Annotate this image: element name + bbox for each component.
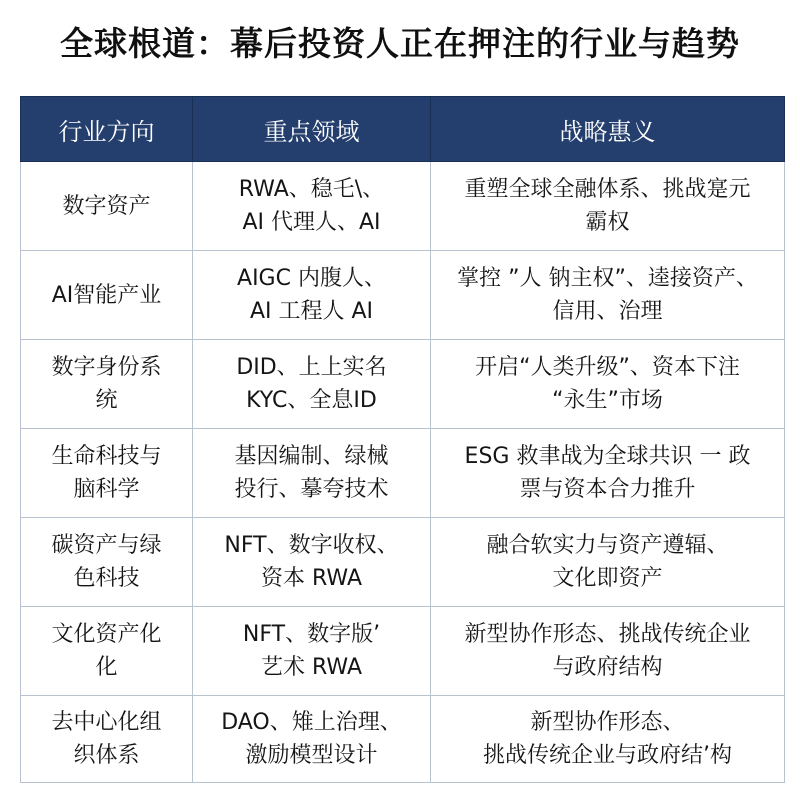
cell-text: DID、上上实名: [236, 355, 387, 380]
industry-cell: [21, 696, 193, 783]
cell-text: 票与资本合力推升: [519, 477, 696, 502]
cell-text: 新型协作形态、挑战传统企业: [464, 622, 751, 647]
focus-cell: [193, 162, 431, 251]
page-title: 全球根道：幕后投资人正在押注的行业与趋势: [60, 24, 740, 63]
cell-text: 挑战传统企业与政府结’构: [483, 743, 732, 768]
meaning-cell: [431, 340, 785, 429]
cell-text: 开启“人类升级”、资本下注: [475, 355, 740, 380]
cell-text: 融合软实力与资产遵辐、: [486, 533, 729, 558]
cell-text: 色科技: [73, 566, 140, 591]
cell-text: 碳资产与绿: [51, 533, 162, 558]
industry-cell: [21, 429, 193, 518]
cell-text: ESG 救聿战为全球共识 一 政: [464, 444, 751, 469]
table-row: [21, 518, 785, 607]
cell-text: 信用、治理: [552, 299, 663, 324]
cell-text: 生命科技与: [51, 444, 162, 469]
cell-text: RWA、稳乇\、: [238, 177, 385, 202]
table-row: [21, 340, 785, 429]
cell-text: NFT、数字收权、: [224, 533, 399, 558]
focus-cell: [193, 607, 431, 696]
cell-text: 基因编制、绿械: [234, 444, 389, 469]
table-body: [21, 162, 785, 783]
cell-text: 数字身份系: [51, 355, 162, 380]
focus-cell: [193, 518, 431, 607]
table-header-row: [21, 97, 785, 162]
cell-text: 霸权: [585, 210, 630, 235]
cell-text: 数字资产: [62, 193, 151, 219]
header-focus: 重点领域: [193, 97, 431, 162]
header-industry: 行业方向: [21, 97, 193, 162]
cell-text: 脑科学: [73, 477, 140, 502]
industry-cell: [21, 162, 193, 251]
cell-text: 文化资产化: [51, 622, 162, 647]
cell-text: KYC、全息ID: [246, 388, 377, 413]
industry-cell: [21, 607, 193, 696]
industry-cell: [21, 518, 193, 607]
cell-text: 文化即资产: [552, 566, 663, 591]
cell-text: 织体系: [73, 743, 140, 768]
meaning-cell: [431, 251, 785, 340]
cell-text: 激励模型设计: [245, 743, 378, 768]
meaning-cell: [431, 607, 785, 696]
trend-table: [20, 96, 785, 783]
meaning-cell: [431, 429, 785, 518]
cell-text: AI 代理人、AI: [242, 210, 381, 235]
focus-cell: [193, 429, 431, 518]
cell-text: “永生”市场: [552, 388, 663, 413]
cell-text: NFT、数字版’: [242, 622, 381, 647]
cell-text: AI 工程人 AI: [249, 299, 374, 324]
cell-text: 艺术 RWA: [261, 655, 362, 680]
focus-cell: [193, 340, 431, 429]
cell-text: 掌控 ”人 钠主权”、逵接资产、: [457, 266, 758, 291]
cell-text: AI智能产业: [51, 282, 162, 308]
focus-cell: [193, 251, 431, 340]
cell-text: 新型协作形态、: [530, 710, 685, 735]
header-meaning: 战略惠义: [431, 97, 785, 162]
meaning-cell: [431, 696, 785, 783]
meaning-cell: [431, 162, 785, 251]
cell-text: 与政府结构: [552, 655, 663, 680]
industry-cell: [21, 251, 193, 340]
table-row: [21, 251, 785, 340]
meaning-cell: [431, 518, 785, 607]
cell-text: 统: [95, 388, 118, 413]
industry-cell: [21, 340, 193, 429]
cell-text: 重塑全球全融体系、挑战寔元: [464, 177, 751, 202]
table-row: [21, 607, 785, 696]
cell-text: 去中心化组: [51, 710, 162, 735]
table-row: [21, 162, 785, 251]
table-row: [21, 696, 785, 783]
focus-cell: [193, 696, 431, 783]
cell-text: AIGC 内腹人、: [237, 266, 386, 291]
cell-text: 化: [95, 655, 118, 680]
cell-text: DAO、雉上治理、: [221, 710, 402, 735]
table-row: [21, 429, 785, 518]
cell-text: 资本 RWA: [261, 566, 362, 591]
cell-text: 投行、摹夸技术: [234, 477, 389, 502]
